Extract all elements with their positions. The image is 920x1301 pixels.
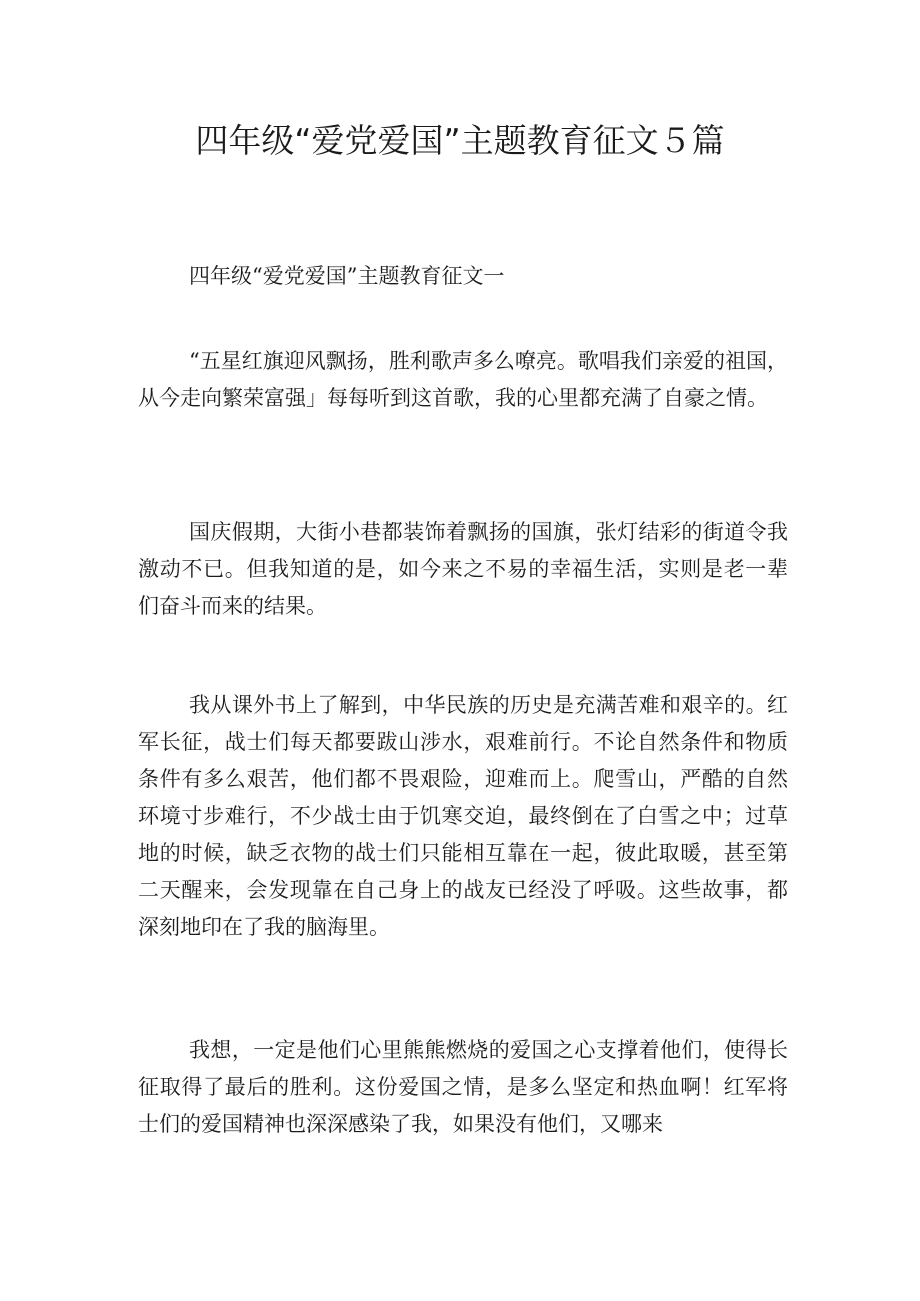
- paragraph-3: 我从课外书上了解到，中华民族的历史是充满苦难和艰辛的。红军长征，战士们每天都要跋山涉水，艰难前行。不论自然条件和物质条件有多么艰苦，他们都不畏艰险，迎难而上。爬雪山，严酷的自然环境寸步难行，不少战士由于饥寒交迫，最终倒在了白雪之中；过草地的时候，缺乏衣物的战士们只能相互靠在一起，彼此取暖，甚至第二天醒来，会发现靠在自己身上的战友已经没了呼吸。这些故事，都深刻地印在了我的脑海里。: [138, 693, 788, 939]
- paragraph-4: 我想，一定是他们心里熊熊燃烧的爱国之心支撑着他们，使得长征取得了最后的胜利。这份爱国之情，是多么坚定和热血啊！红军将士们的爱国精神也深深感染了我，如果没有他们，又哪来: [138, 1038, 788, 1136]
- paragraph-1: “五星红旗迎风飘扬，胜利歌声多么嘹亮。歌唱我们亲爱的祖国，从今走向繁荣富强」每每听到这首歌，我的心里都充满了自豪之情。: [138, 349, 788, 410]
- document-title: 四年级“爱党爱国”主题教育征文５篇: [195, 121, 725, 160]
- paragraph-2: 国庆假期，大街小巷都装饰着飘扬的国旗，张灯结彩的街道令我激动不已。但我知道的是，如今来之不易的幸福生活，实则是老一辈们奋斗而来的结果。: [138, 520, 788, 618]
- section-heading: 四年级“爱党爱国”主题教育征文一: [189, 264, 505, 288]
